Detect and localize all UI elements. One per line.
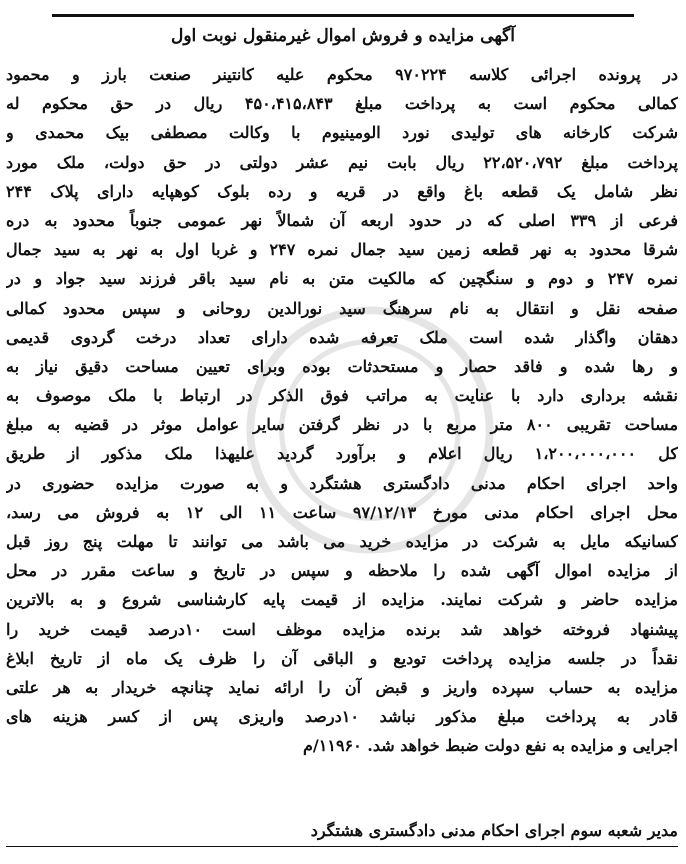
body-line: و رها شده و فاقد حصار و مستحدثات بوده وبرای تعیین مساحت دقیق نیاز به [6, 356, 678, 376]
body-line: دهقان واگذار شده است ملک تعرفه شده دارای تعداد درخت گردوی قدیمی [6, 327, 678, 347]
signature-line: مدیر شعبه سوم اجرای احکام مدنی دادگستری هشتگرد [310, 821, 678, 840]
body-line: مزایده حاضر و شرکت نمایند. مزایده از قیمت پایه کارشناسی شروع و به بالاترین [6, 590, 678, 610]
body-line: واحد اجرای احکام مدنی دادگستری هشتگرد و به صورت مزایده حضوری در [6, 473, 678, 493]
body-line: از مزایده اموال آگهی شده را ملاحظه و سپس در تاریخ و ساعت مقرر در محل [6, 561, 678, 581]
body-line: نقداً در جلسه مزایده پرداخت تودیع و الباقی آن را ظرف یک ماه از تاریخ ابلاغ [6, 648, 678, 668]
body-line: فرعی از ۳۳۹ اصلی که در حدود اربعه آن شمالاً نهر عمومی جنوباً محدود به دره [6, 210, 678, 230]
notice-title: آگهی مزایده و فروش اموال غیرمنقول نوبت اول [171, 26, 515, 46]
body-line: قادر به پرداخت مبلغ مذکور نباشد ۱۰درصد واریزی پس از کسر هزینه های [6, 707, 678, 727]
body-line: شرقا محدود به نهر قطعه زمین سید جمال نمره ۲۴۷ و غربا اول به نهر به سید جمال [6, 240, 678, 260]
body-line: در پرونده اجرائی کلاسه ۹۷۰۲۲۴ محکوم علیه کانتینر صنعت بارز و محمود [6, 65, 678, 84]
body-line: نمره ۲۴۷ و دوم و سنگچین که مالکیت متن به نام سید باقر فرزند سید جواد و در [6, 269, 678, 289]
body-line: کسانیکه مایل به شرکت در مزایده خرید می باشد می توانند تا مهلت پنج روز قبل [6, 532, 678, 551]
body-line: مزایده به حساب سپرده واریز و قبض آن را ارائه نماید چنانچه خریدار به هر علتی [6, 677, 678, 697]
body-line: مساحت تقریبی ۸۰۰ متر مربع با در نظر گرفتن سایر عوامل موثر در قضیه به مبلغ [6, 415, 678, 435]
body-line: صفحه نقل و انتقال به نام سرهنگ سید نورالدین روحانی و سپس محدود کمالی [6, 298, 678, 318]
body-line: کل ۱،۲۰۰،۰۰۰،۰۰۰ ریال اعلام و برآورد گردید علیهذا ملک مذکور از طریق [6, 444, 678, 464]
body-line: نظر شامل یک قطعه باغ واقع در قریه و رده بلوک کوهپایه دارای پلاک ۲۴۴ [6, 181, 678, 201]
body-line: محل اجرای احکام مدنی مورخ ۹۷/۱۲/۱۳ ساعت ۱۱ الی ۱۲ به فروش می رسد، [6, 502, 678, 522]
body-line: پیشنهاد فروخته خواهد شد برنده مزایده موظف است ۱۰درصد قیمت خرید را [6, 619, 678, 639]
body-line: پرداخت مبلغ ۲۲،۵۲۰،۷۹۲ ریال بابت نیم عشر دولتی در حق دولت، ملک مورد [6, 152, 678, 172]
watermark-seal-icon [240, 300, 500, 560]
top-rule [52, 14, 634, 17]
body-line: شرکت کارخانه های تولیدی نورد الومینیوم با وکالت مصطفی بیک محمدی و [6, 123, 678, 143]
body-line: نقشه برداری دارد با عنایت به مراتب فوق الذکر در ارتباط با ملک موصوف به [6, 386, 678, 406]
bottom-rule [6, 846, 678, 847]
body-line: کمالی محکوم است به پرداخت مبلغ ۴۵۰،۴۱۵،۸۴۳ ریال در حق محکوم له [6, 94, 678, 114]
body-line: اجرایی و مزایده به نفع دولت ضبط خواهد شد. ۱۱۹۶۰/م [303, 736, 678, 756]
